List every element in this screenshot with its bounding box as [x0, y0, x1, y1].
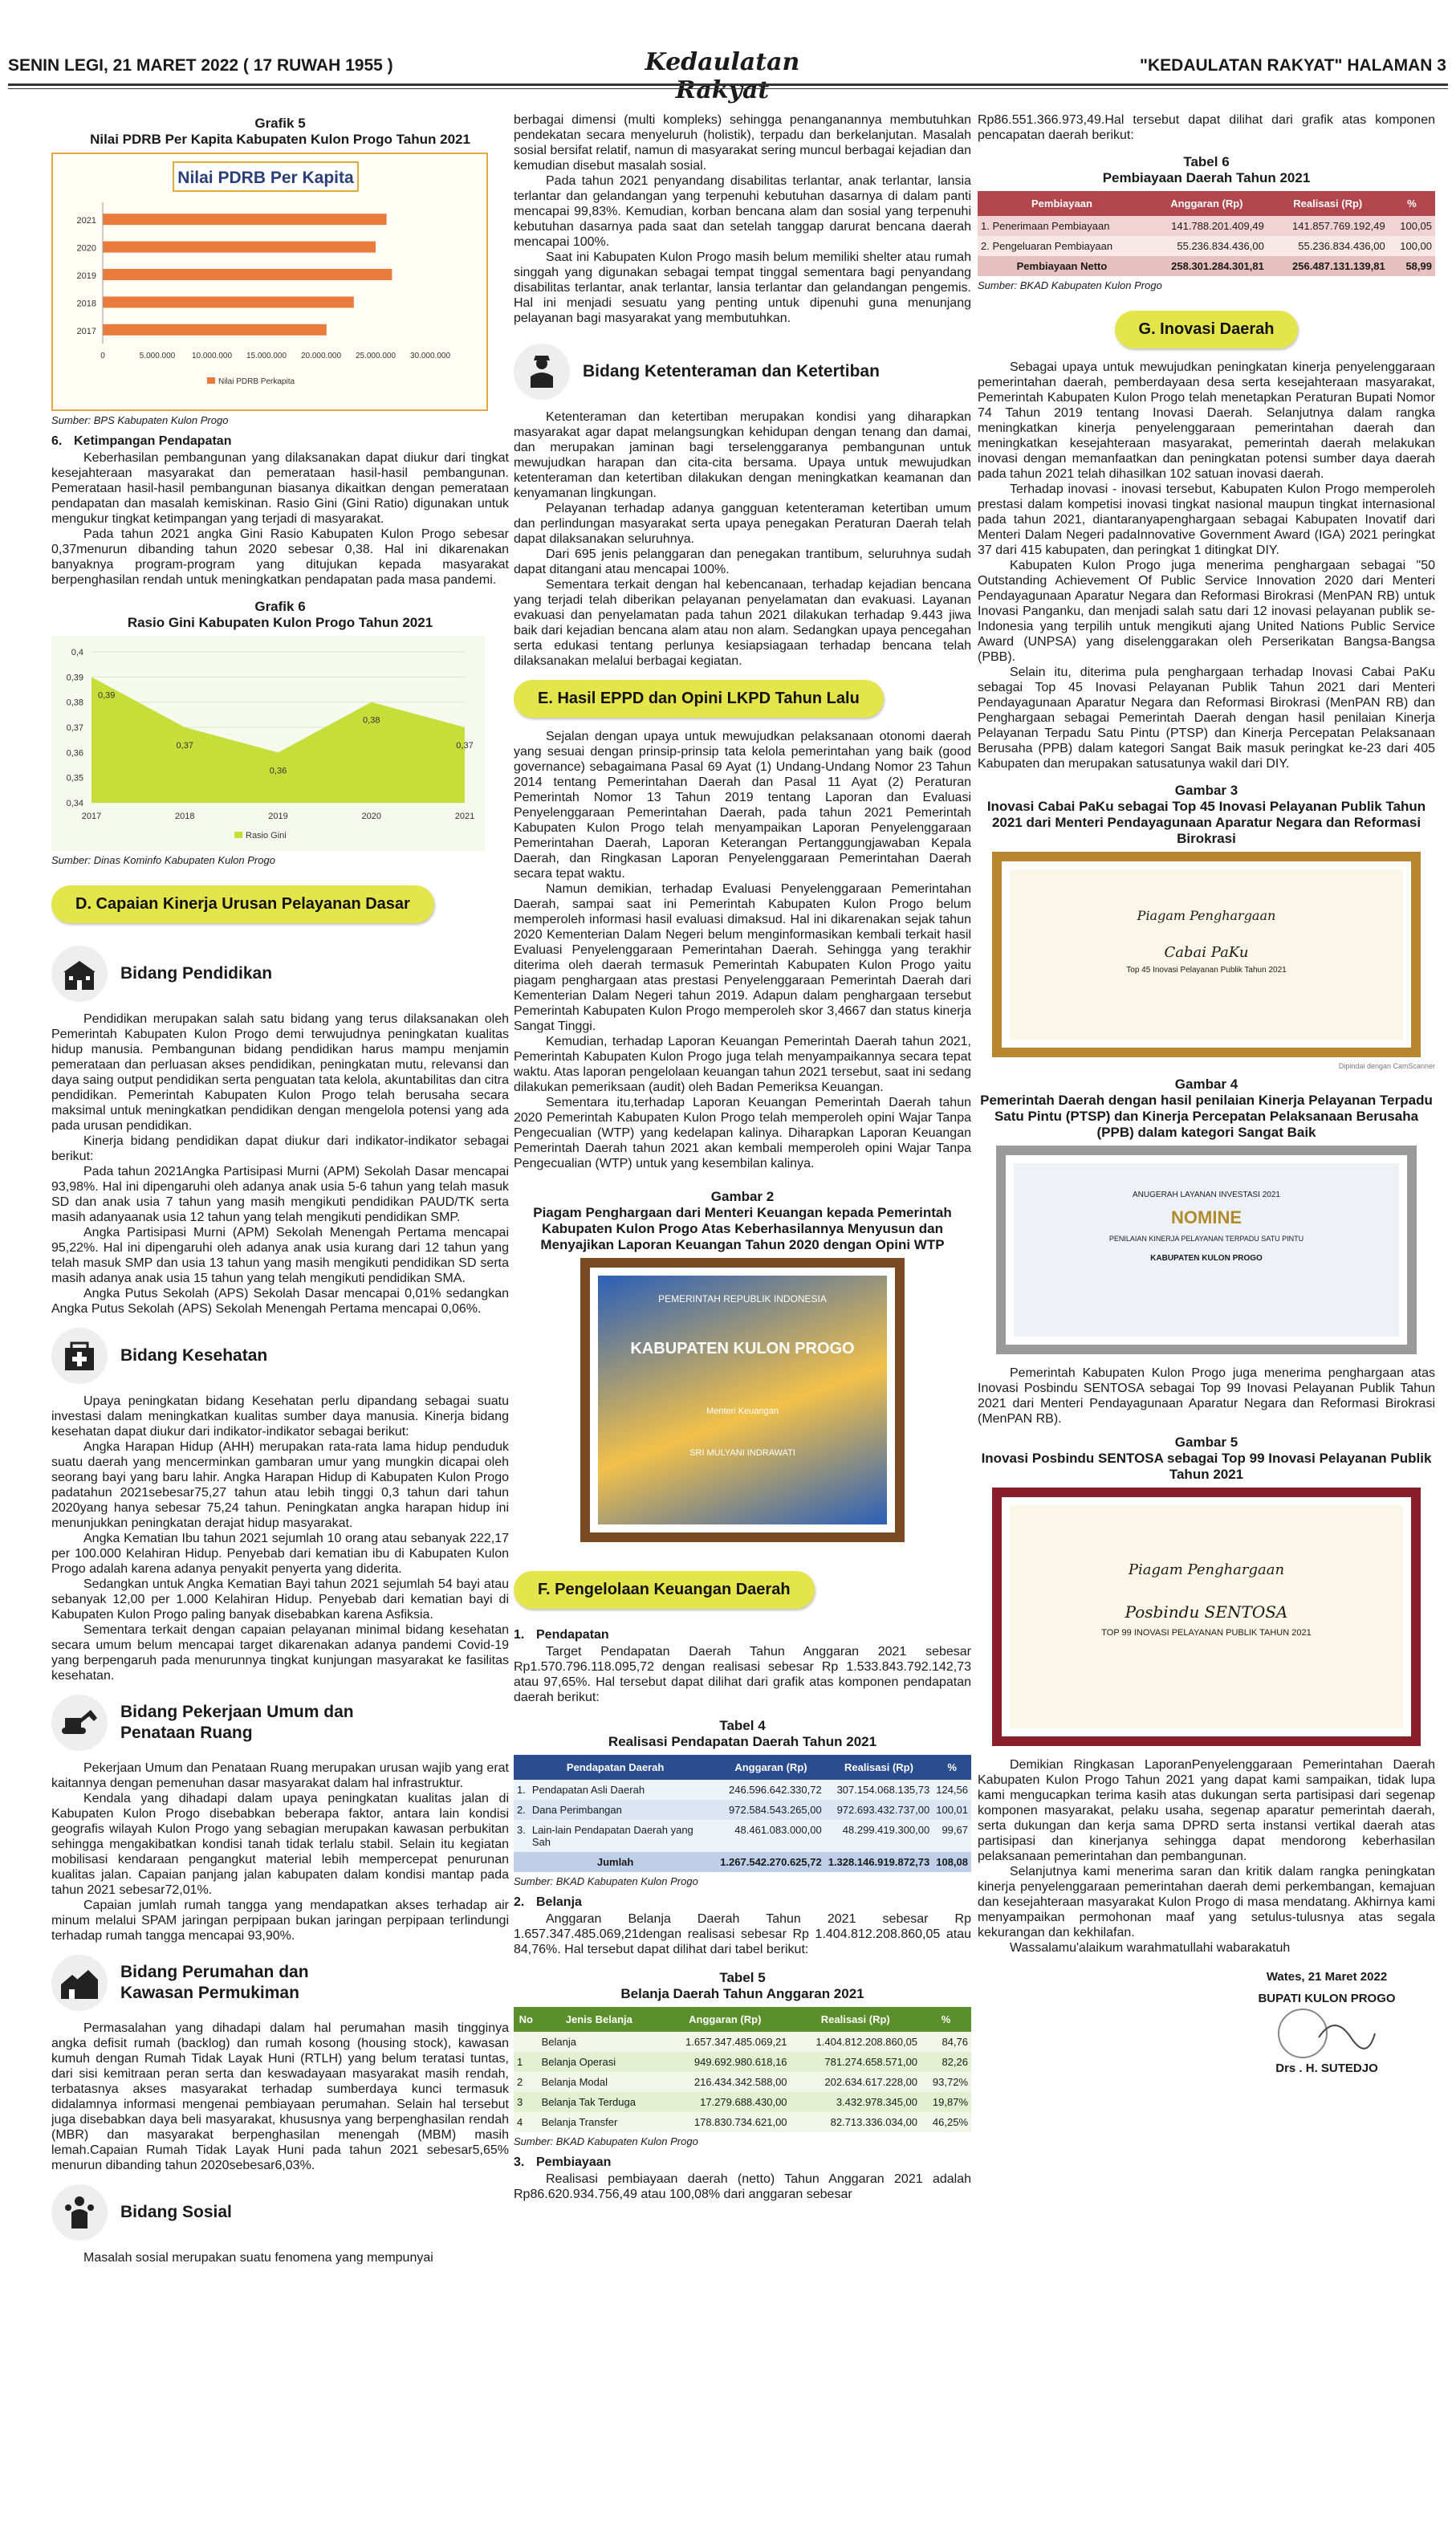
figure-gb3-label: Gambar 3	[1174, 783, 1238, 798]
table-6-label: Tabel 6	[1183, 154, 1230, 169]
header-rule	[8, 83, 1448, 86]
f2-number: 2.	[514, 1895, 525, 1909]
table-header-cell: Anggaran (Rp)	[717, 1755, 825, 1780]
table-cell: 3.	[514, 1820, 529, 1852]
table-cell: 246.596.642.330,72	[717, 1780, 825, 1800]
paragraph: Sementara itu,terhadap Laporan Keuangan Pemerintah Daerah tahun 2020 Pemerintah Kabupaten Kulon Progo telah memperoleh opini Wajar Tanpa Pengecualian (WTP) yang kedelapan kalinya. Diharapkan Laporan Keuangan Pemerintah Daerah tahun 2021 akan kembali memperoleh opini Wajar Tanpa Pengecualian (WTP) untuk yang kesembilan kalinya.	[514, 1096, 971, 1170]
paragraph: Kabupaten Kulon Progo juga menerima penghargaan sebagai "50 Outstanding Achievement Of Public Service Innovation 2020 dari Menteri Pendayagunaan Aparatur Negara dan Reformasi Birokrasi (MenPAN RB) untuk Inovasi Panganku, dan menjadi salah satu dari 12 inovasi pelayanan publik se-Indonesia yang terpilih untuk mengikuti ajang United Nations Public Service Award (UNPSA) yang diselenggarakan oleh Perserikatan Bangsa-Bangsa (PBB).	[978, 559, 1435, 664]
table-cell: 3.432.978.345,00	[791, 2092, 921, 2112]
table-cell: 46,25%	[921, 2112, 971, 2132]
table-5-source: Sumber: BKAD Kabupaten Kulon Progo	[514, 2135, 698, 2147]
table-cell: 1.657.347.485.069,21	[660, 2032, 791, 2052]
gini-chart	[51, 636, 485, 851]
table-header-cell: Realisasi (Rp)	[1267, 191, 1389, 216]
table-header-cell: No	[514, 2007, 539, 2032]
section-d-heading: D. Capaian Kinerja Urusan Pelayanan Dasar	[51, 885, 434, 923]
figure-gb2-caption	[514, 1189, 971, 1253]
table-total-row	[978, 256, 1435, 276]
figure-6-source: Sumber: Dinas Kominfo Kabupaten Kulon Progo	[51, 854, 275, 866]
data-label: 0,36	[269, 766, 287, 776]
paragraph: Sebagai upaya untuk mewujudkan peningkatan kinerja penyelenggaraan pemerintahan daerah, pemberdayaan desa serta kesejahteraan masyarakat, Pemerintah Kabupaten Kulon Progo telah menetapkan Peraturan Bupati Nomor 74 Tahun 2019 tentang Inovasi Daerah. Selanjutnya dalam rangka meningkatkan kinerja penyelenggaraan pemerintahan daerah dan meningkatkan kesejahteraan masyarakat, pemerintah daerah melakukan inovasi dengan memanfaatkan dan peningkatan potensi sumber daya daerah pada tahun 2021 telah dihasilkan 102 satuan inovasi daerah.	[978, 360, 1435, 481]
table-cell: Belanja	[539, 2032, 660, 2052]
table-cell: 17.279.688.430,00	[660, 2092, 791, 2112]
f1-title: Pendapatan	[536, 1628, 609, 1642]
table-cell: Lain-lain Pendapatan Daerah yang Sah	[529, 1820, 717, 1852]
award-cabai-recipient: Cabai PaKu	[1164, 944, 1249, 961]
table-header-cell: Realisasi (Rp)	[791, 2007, 921, 2032]
table-cell: 82.713.336.034,00	[791, 2112, 921, 2132]
award-wtp-signer-name: SRI MULYANI INDRAWATI	[689, 1448, 795, 1458]
paragraph: Target Pendapatan Daerah Tahun Anggaran 2021 sebesar Rp1.570.796.118.095,72 dengan realisasi sebesar Rp 1.533.843.792.142,73 atau 97,65%. Hal tersebut dapat dilihat dari grafik atas komponen pendapatan daerah berikut:	[514, 1645, 971, 1704]
table-header-cell: Anggaran (Rp)	[660, 2007, 791, 2032]
figure-gb2-label: Gambar 2	[710, 1189, 775, 1204]
paragraph: Pada tahun 2021 angka Gini Rasio Kabupaten Kulon Progo sebesar 0,37menurun dibanding tahun 2020 sebesar 0,38. Hal ini dikarenakan banyaknya program-program yang ditujukan kepada masyarakat berpenghasilan rendah untuk meningkatkan pendapatan pada masa pandemi.	[51, 527, 509, 587]
table-row	[514, 2092, 971, 2112]
bidang-tentram-title: Bidang Ketenteraman dan Ketertiban	[583, 362, 880, 381]
award-cabai-title: Piagam Penghargaan	[1137, 908, 1276, 923]
gini-chart-svg	[51, 636, 485, 851]
bidang-kesehatan-heading	[51, 1328, 509, 1384]
section-f-heading: F. Pengelolaan Keuangan Daerah	[514, 1571, 815, 1609]
bidang-sosial-heading	[51, 2184, 509, 2241]
paragraph: Kemudian, terhadap Laporan Keuangan Pemerintah Daerah tahun 2021, Pemerintah Kabupaten Kulon Progo juga telah menyampaikannya secara tepat waktu. Atas laporan pengelolaan keuangan tahun 2021 tersebut, saat ini sedang dilakukan pemeriksaan (audit) oleh Badan Pemeriksa Keuangan.	[514, 1035, 971, 1094]
award-wtp-image	[580, 1258, 905, 1542]
paragraph: Realisasi pembiayaan daerah (netto) Tahun Anggaran 2021 adalah Rp86.620.934.756,49 atau 100,08% dari anggaran sebesar	[514, 2172, 971, 2201]
bidang-pu-title-line-1: Bidang Pekerjaan Umum dan	[120, 1703, 354, 1721]
table-cell: 93,72%	[921, 2072, 971, 2092]
paragraph: Keberhasilan pembangunan yang dilaksanakan dapat diukur dari tingkat kesejahteraan masyarakat dan pemerataan hasil-hasil pembangunan. Pemerataan hasil-hasil pembangunan biasanya dikaitkan dengan pemerataan pendapatan dan masalah kemiskinan. Rasio Gini (Gini Ratio) digunakan untuk mengukur tingkat ketimpangan yang terjadi di masyarakat.	[51, 451, 509, 526]
table-pembiayaan	[978, 191, 1435, 276]
paragraph: Sejalan dengan upaya untuk mewujudkan pelaksanaan otonomi daerah yang sesuai dengan prinsip-prinsip tata kelola pemerintahan yang baik (good governance) sebagaimana Pasal 69 Ayat (1) Undang-Undang Nomor 23 Tahun 2014 tentang Pemerintahan Daerah dan Pasal 11 Ayat (2) Peraturan Pemerintah Nomor 13 Tahun 2019 tentang Laporan dan Evaluasi Penyelenggaraan Pemerintahan Daerah, pada tahun 2021 Pemerintah Kabupaten Kulon Progo telah menyampaikan Laporan Penyelenggaraan Pemerintahan Daerah, Laporan Keterangan Pertanggungjawaban Kepala Daerah, dan Ringkasan Laporan Penyelenggaraan Pemerintahan Daerah secara tepat waktu.	[514, 730, 971, 881]
table-cell: 258.301.284.301,81	[1146, 256, 1267, 276]
x-tick-label: 2018	[175, 812, 195, 821]
paragraph: Permasalahan yang dihadapi dalam hal perumahan masih tingginya angka defisit rumah (backlog) dan rumah kosong (housing stock), kawasan kumuh dengan Rumah Tidak Layak Huni (RTLH) yang belum teratasi tuntas, dari sisi kemitraan peran serta dan keswadayaan masyarakat masih rendah, terbatasnya akses masyarakat terhadap sumberdaya kunci termasuk didalamnya informasi mengenai pembiayaan perumahan. Selain hal tersebut juga disebabkan daya beli masyarakat, khususnya yang berpenghasilan rendah (MBR) dan masyarakat berpenghasilan menengah (MBM) masih lemah.Capaian Rumah Tidak Layak Huni pada tahun 2021 sebesar5,65% menurun dibanding tahun 2020sebesar6,03%.	[51, 2021, 509, 2172]
header-rule-thin	[8, 88, 1448, 89]
award-cabai-paku-certificate	[1010, 869, 1403, 1040]
table-row	[514, 1800, 971, 1820]
signature-place-date: Wates, 21 Maret 2022	[1266, 1970, 1388, 1984]
table-cell: 58,99	[1389, 256, 1435, 276]
people-icon	[51, 2184, 108, 2241]
bidang-sosial-title: Bidang Sosial	[120, 2203, 232, 2221]
figure-gb4-caption	[978, 1077, 1435, 1141]
table-cell: Belanja Modal	[539, 2072, 660, 2092]
signature-block	[1218, 1970, 1435, 2075]
y-tick-label: 2018	[76, 299, 96, 309]
paragraph: Upaya peningkatan bidang Kesehatan perlu dipandang sebagai suatu investasi dalam meningkatkan kualitas sumber daya manusia. Kinerja bidang kesehatan dapat diukur dari indikator-indikator sebagai berikut:	[51, 1394, 509, 1439]
paragraph: Pada tahun 2021 penyandang disabilitas terlantar, anak terlantar, lansia terlantar dan gelandangan yang terpenuhi kebutuhan dasarnya di dalam panti mencapai 99,83%. Kemudian, korban bencana alam dan sosial yang terpenuhi kebutuhan dasarnya pada saat dan setelah tanggap darurat bencana daerah mencapai 100%.	[514, 174, 971, 249]
table-row	[514, 2072, 971, 2092]
award-posbindu-subtitle: TOP 99 INOVASI PELAYANAN PUBLIK TAHUN 2021	[1101, 1628, 1312, 1638]
paragraph: Kendala yang dihadapi dalam upaya peningkatan kualitas jalan di Kabupaten Kulon Progo disebabkan beberapa faktor, antara lain kondisi geografis wilayah Kulon Progo yang sebagian merupakan kawasan perbukitan sehingga mengakibatkan kondisi tanah tidak terlalu stabil. Selain itu kegiatan mobilisasi kendaraan pengangkut material lebih mempercepat penurunan kualitas jalan. Capaian panjang jalan kabupaten dalam kondisi mantap pada tahun 2021 sebesar72,01%.	[51, 1792, 509, 1897]
y-tick-label: 0,39	[66, 673, 83, 683]
table-cell: 3	[514, 2092, 539, 2112]
table-cell: 124,56	[933, 1780, 971, 1800]
paragraph: Anggaran Belanja Daerah Tahun 2021 sebesar Rp 1.657.347.485.069,21dengan realisasi sebesar Rp 1.404.812.208.860,05 atau 84,76%. Hal tersebut dapat dilihat dari tabel berikut:	[514, 1912, 971, 1956]
paragraph: Sementara terkait dengan capaian pelayanan minimal bidang kesehatan secara umum belum mencapai target dikarenakan adanya pandemi Covid-19 yang berpengaruh pada menurunnya tingkat kunjungan masyarakat ke fasilitas kesehatan.	[51, 1623, 509, 1683]
figure-6-subtitle: Rasio Gini Kabupaten Kulon Progo Tahun 2021	[127, 615, 433, 630]
table-4-caption	[514, 1718, 971, 1750]
award-posbindu-image	[992, 1488, 1421, 1746]
figure-gb3-subtitle: Inovasi Cabai PaKu sebagai Top 45 Inovasi Pelayanan Publik Tahun 2021 dari Menteri Pendayagunaan Aparatur Negara dan Reformasi Birokrasi	[986, 799, 1426, 846]
table-cell: 972.693.432.737,00	[825, 1800, 933, 1820]
bidang-perumahan-heading	[51, 1955, 509, 2011]
table-cell: Belanja Transfer	[539, 2112, 660, 2132]
table-cell: 1.328.146.919.872,73	[825, 1852, 933, 1872]
award-wtp-heading: PEMERINTAH REPUBLIK INDONESIA	[658, 1293, 827, 1305]
x-tick-label: 2020	[361, 812, 381, 821]
figure-gb5-caption	[978, 1435, 1435, 1483]
school-icon	[51, 946, 108, 1002]
table-cell: 256.487.131.139,81	[1267, 256, 1389, 276]
legend-swatch	[207, 377, 215, 384]
table-cell: 48.461.083.000,00	[717, 1820, 825, 1852]
data-label: 0,37	[176, 741, 193, 751]
table-cell: 48.299.419.300,00	[825, 1820, 933, 1852]
x-tick-label: 2017	[81, 812, 102, 821]
y-tick-label: 0,34	[66, 799, 83, 808]
bidang-pu-title	[120, 1702, 354, 1744]
table-header-cell: %	[1389, 191, 1435, 216]
pdrb-chart	[51, 153, 488, 411]
table-cell: 55.236.834.436,00	[1267, 236, 1389, 256]
table-header-cell: Jenis Belanja	[539, 2007, 660, 2032]
x-tick-label: 25.000.000	[355, 352, 397, 360]
table-row	[978, 236, 1435, 256]
bidang-pu-heading	[51, 1695, 509, 1751]
award-ptsp-nomine: NOMINE	[1171, 1207, 1242, 1227]
paragraph: Selanjutnya kami menerima saran dan kritik dalam rangka peningkatan kinerja penyelenggaraan pemerintahan daerah demi perkembangan, kemajuan dan kesejahteraan masyarakat Kulon Progo di masa mendatang. Akhirnya kami menyampaikan permohonan maaf yang setulus-tulusnya atas segala kekurangan dan kekhilafan.	[978, 1865, 1435, 1939]
table-cell: Pendapatan Asli Daerah	[529, 1780, 717, 1800]
award-ptsp-category: PENILAIAN KINERJA PELAYANAN TERPADU SATU PINTU	[1108, 1235, 1304, 1243]
houses-icon	[51, 1955, 108, 2011]
bar	[103, 214, 387, 225]
f3-title: Pembiayaan	[536, 2155, 612, 2169]
table-cell: 202.634.617.228,00	[791, 2072, 921, 2092]
figure-5-caption	[51, 116, 509, 148]
y-tick-label: 2020	[76, 243, 96, 254]
table-cell: 100,01	[933, 1800, 971, 1820]
table-cell: 1.404.812.208.860,05	[791, 2032, 921, 2052]
section-6-title: Ketimpangan Pendapatan	[74, 434, 232, 448]
award-wtp-certificate	[598, 1276, 887, 1524]
x-tick-label: 5.000.000	[139, 352, 176, 360]
x-tick-label: 15.000.000	[246, 352, 287, 360]
paragraph: Pekerjaan Umum dan Penataan Ruang merupakan urusan wajib yang erat kaitannya dengan pemenuhan dasar masyarakat dalam hal infrastruktur.	[51, 1761, 509, 1790]
f3-heading	[514, 2155, 971, 2170]
award-cabai-subtitle: Top 45 Inovasi Pelayanan Publik Tahun 2021	[1126, 966, 1287, 975]
x-tick-label: 20.000.000	[300, 352, 342, 360]
section-g-wrap	[978, 299, 1435, 360]
issue-date: SENIN LEGI, 21 MARET 2022 ( 17 RUWAH 1955 )	[8, 56, 393, 75]
table-cell: 100,00	[1389, 236, 1435, 256]
table-5-label: Tabel 5	[719, 1970, 766, 1985]
paragraph: Wassalamu'alaikum warahmatullahi wabarakatuh	[1010, 1941, 1291, 1955]
paragraph: Pelayanan terhadap adanya gangguan ketenteraman ketertiban umum dan perlindungan masyarakat serta upaya penegakan Peraturan Daerah telah dapat dilaksanakan seluruhnya.	[514, 502, 971, 546]
award-wtp-signer-title: Menteri Keuangan	[706, 1406, 779, 1416]
table-5-caption	[514, 1970, 971, 2002]
table-header-cell: Pendapatan Daerah	[514, 1755, 717, 1780]
figure-6-label: Grafik 6	[254, 599, 306, 614]
award-posbindu-recipient: Posbindu SENTOSA	[1125, 1602, 1288, 1622]
paragraph: Namun demikian, terhadap Evaluasi Penyelenggaraan Pemerintahan Daerah, sampai saat ini Pemerintah Kabupaten Kulon Progo belum memperoleh informasi hasil evaluasi dimaksud. Hal ini dikarenakan sejak tahun 2020 Kementerian Dalam Negeri belum menginformasikan kembali terkait hasil Evaluasi Penyelenggaraan Pemerintahan Daerah. Sehingga yang terakhir diterima oleh daerah termasuk Pemerintah Kabupaten Kulon Progo yaitu piagam penghargaan atas prestasi Penyelenggaraan Pemerintah Daerah dari Kementerian Dalam Negeri tahun 2019. Adapun dalam penghargaan tersebut Pemerintah Kabupaten Kulon Progo memperoleh skor 3,4667 dan status kinerja Sangat Tinggi.	[514, 882, 971, 1033]
paragraph: Kinerja bidang pendidikan dapat diukur dari indikator-indikator sebagai berikut:	[51, 1134, 509, 1163]
table-4-label: Tabel 4	[719, 1718, 766, 1733]
bar	[103, 324, 327, 336]
table-cell: 307.154.068.135,73	[825, 1780, 933, 1800]
chart-title: Nilai PDRB Per Kapita	[177, 169, 354, 187]
section-6-number: 6.	[51, 434, 63, 448]
table-cell: 781.274.658.571,00	[791, 2052, 921, 2072]
y-tick-label: 0,36	[66, 748, 83, 759]
paragraph: Pendidikan merupakan salah satu bidang yang terus dilaksanakan oleh Pemerintah Kabupaten Kulon Progo demi terwujudnya peningkatan kualitas hidup manusia. Pembangunan bidang pendidikan harus mampu menjamin pemerataan dan perluasan akses pendidikan, peningkatan mutu, relevansi dan daya saing output pendidikan serta penguatan tata kelola, akuntabilitas dan citra pendidikan. Pemerintah Kabupaten Kulon Progo telah berusaha secara maksimal untuk meningkatkan pendidikan dengan mengelola potensi yang ada pada urusan pendidikan.	[51, 1012, 509, 1133]
figure-gb2-subtitle: Piagam Penghargaan dari Menteri Keuangan kepada Pemerintah Kabupaten Kulon Progo Atas Keberhasilannya Menyusun dan Menyajikan Laporan Keuangan Tahun 2020 dengan Opini WTP	[533, 1205, 952, 1252]
bidang-tentram-heading	[514, 344, 971, 400]
figure-5-label: Grafik 5	[254, 116, 306, 131]
data-label: 0,37	[456, 741, 474, 751]
legend-label: Nilai PDRB Perkapita	[218, 377, 295, 386]
x-tick-label: 30.000.000	[409, 352, 451, 360]
table-cell: 141.788.201.409,49	[1146, 216, 1267, 236]
table-cell	[514, 2032, 539, 2052]
legend-swatch	[234, 832, 242, 838]
x-tick-label: 2021	[454, 812, 475, 821]
police-icon	[514, 344, 570, 400]
figure-5-source: Sumber: BPS Kabupaten Kulon Progo	[51, 414, 229, 426]
table-6-subtitle: Pembiayaan Daerah Tahun 2021	[1102, 170, 1311, 185]
paragraph: berbagai dimensi (multi kompleks) sehingga penanganannya membutuhkan pendekatan secara menyeluruh (holistik), terpadu dan berkelanjutan. Masalah sosial bersifat relatif, namun di masyarakat sering muncul berbagai kejadian dan kemudian disebut masalah sosial.	[514, 113, 971, 173]
table-cell: 19,87%	[921, 2092, 971, 2112]
table-row	[514, 1820, 971, 1852]
table-cell: Dana Perimbangan	[529, 1800, 717, 1820]
table-cell: 55.236.834.436,00	[1146, 236, 1267, 256]
x-tick-label: 0	[100, 352, 105, 360]
paragraph: Rp86.551.366.973,49.Hal tersebut dapat dilihat dari grafik atas komponen pencapatan daerah berikut:	[978, 113, 1435, 142]
bidang-perumahan-title-line-1: Bidang Perumahan dan	[120, 1963, 309, 1981]
health-icon	[51, 1328, 108, 1384]
paragraph: Dari 695 jenis pelanggaran dan penegakan trantibum, seluruhnya sudah dapat ditangani atau mencapai 100%.	[514, 547, 971, 576]
page-header	[0, 0, 1456, 104]
figure-5-subtitle: Nilai PDRB Per Kapita Kabupaten Kulon Progo Tahun 2021	[90, 132, 470, 147]
figure-6-caption	[51, 599, 509, 631]
paragraph: Terhadap inovasi - inovasi tersebut, Kabupaten Kulon Progo memperoleh prestasi dalam kompetisi inovasi tingkat nasional maupun tingkat internasional pada tahun 2021, diantaranyapenghargaan sebagai Kabupaten Inovatif dari Menteri Dalam Negeri padaInnovative Government Award (IGA) 2021 peringkat 37 dari 415 kabupaten, dan peringkat 1 ditingkat DIY.	[978, 482, 1435, 557]
table-cell: 4	[514, 2112, 539, 2132]
table-cell: 972.584.543.265,00	[717, 1800, 825, 1820]
table-cell: 1	[514, 2052, 539, 2072]
y-tick-label: 0,35	[66, 773, 83, 784]
paragraph: Saat ini Kabupaten Kulon Progo masih belum memiliki shelter atau rumah singgah yang digunakan sebagai tempat tinggal sementara bagi penyandang disabilitas terlantar, anak terlantar, lansia terlantar dan gelandangan pengemis. Hal ini menjadi sesuatu yang penting untuk dipenuhi guna menunjang pelayanan bagi masyarakat yang membutuhkan.	[514, 250, 971, 325]
table-cell: 216.434.342.588,00	[660, 2072, 791, 2092]
figure-gb3-caption	[978, 783, 1435, 847]
y-tick-label: 0,38	[66, 698, 83, 708]
data-label: 0,38	[363, 715, 380, 726]
paragraph: Angka Harapan Hidup (AHH) merupakan rata-rata lama hidup penduduk suatu daerah yang mencerminkan gambaran umur yang mungkin dicapai oleh seorang bayi yang baru lahir. Angka Harapan Hidup di Kabupaten Kulon Progo padatahun 2021sebesar75,27 tahun atau lebih tinggi 0,3 tahun dari tahun 2020yang hanya sebesar 75,24 tahun. Peningkatan angka harapan hidup ini menunjukkan peningkatan derajat hidup masyarakat.	[51, 1440, 509, 1530]
bidang-perumahan-title-line-2: Kawasan Permukiman	[120, 1984, 299, 2002]
table-row	[514, 2032, 971, 2052]
table-pendapatan	[514, 1755, 971, 1872]
table-row	[978, 216, 1435, 236]
y-tick-label: 0,4	[71, 648, 83, 657]
bidang-pendidikan-heading	[51, 946, 509, 1002]
data-label: 0,39	[98, 690, 116, 701]
signature-name: Drs . H. SUTEDJO	[1275, 2062, 1378, 2075]
column-1	[51, 112, 509, 2537]
camscanner-note: Dipindai dengan CamScanner	[1338, 1062, 1435, 1070]
column-3	[978, 112, 1435, 2537]
bidang-pendidikan-title: Bidang Pendidikan	[120, 964, 273, 983]
paragraph: Masalah sosial merupakan suatu fenomena yang mempunyai	[83, 2251, 433, 2265]
award-ptsp-certificate	[1014, 1163, 1399, 1337]
bidang-pu-title-line-2: Penataan Ruang	[120, 1724, 253, 1742]
table-header-cell: %	[921, 2007, 971, 2032]
award-cabai-paku-image	[992, 852, 1421, 1057]
y-tick-label: 2021	[76, 216, 96, 226]
table-cell: Belanja Operasi	[539, 2052, 660, 2072]
table-total-row	[514, 1852, 971, 1872]
table-header-cell: Realisasi (Rp)	[825, 1755, 933, 1780]
paragraph: Angka Putus Sekolah (APS) Sekolah Dasar mencapai 0,01% sedangkan Angka Putus Sekolah (APS) Sekolah Menengah Pertama mencapai 0,06%.	[51, 1287, 509, 1316]
paragraph: Sementara terkait dengan hal kebencanaan, terhadap kejadian bencana yang terjadi telah diberikan pelayanan penyelamatan dan evakuasi. Layanan evakuasi dan penyelamatan pada tahun 2021 dilakukan terhadap 9.443 jiwa baik dari kejadian bencana alam atau non alam. Sedangkan upaya pencegahan serta edukasi tentang perlunya kesiapsiagaan terhadap bencana telah dilaksanakan melalui berbagai kegiatan.	[514, 578, 971, 668]
official-stamp	[1218, 2005, 1435, 2062]
f2-title: Belanja	[536, 1895, 582, 1909]
paragraph: Angka Kematian Ibu tahun 2021 sejumlah 10 orang atau sebanyak 222,17 per 100.000 Kelahiran Hidup. Penyebab dari kematian ibu di Kabupaten Kulon Progo adalah karena adanya penyakit penyerta yang diderita.	[51, 1532, 509, 1576]
section-e-heading: E. Hasil EPPD dan Opini LKPD Tahun Lalu	[514, 680, 884, 718]
area-series	[92, 677, 465, 803]
pdrb-chart-svg	[53, 154, 486, 409]
table-5-subtitle: Belanja Daerah Tahun Anggaran 2021	[620, 1986, 864, 2001]
figure-gb4-subtitle: Pemerintah Daerah dengan hasil penilaian Kinerja Pelayanan Terpadu Satu Pintu (PTSP) dan Kinerja Percepatan Pelaksanaan Berusaha (PPB) dalam kategori Sangat Baik	[980, 1093, 1433, 1140]
y-tick-label: 2017	[76, 326, 96, 336]
figure-gb5-subtitle: Inovasi Posbindu SENTOSA sebagai Top 99 Inovasi Pelayanan Publik Tahun 2021	[981, 1451, 1432, 1482]
table-row	[514, 1780, 971, 1800]
f1-number: 1.	[514, 1628, 525, 1642]
bidang-kesehatan-title: Bidang Kesehatan	[120, 1346, 268, 1365]
table-cell: 141.857.769.192,49	[1267, 216, 1389, 236]
award-ptsp-heading: ANUGERAH LAYANAN INVESTASI 2021	[1133, 1191, 1280, 1199]
table-cell: Jumlah	[514, 1852, 717, 1872]
table-cell: 82,26	[921, 2052, 971, 2072]
award-ptsp-recipient: KABUPATEN KULON PROGO	[1150, 1254, 1263, 1263]
award-ptsp-image	[996, 1146, 1417, 1354]
y-tick-label: 2019	[76, 271, 96, 281]
table-cell: 2. Pengeluaran Pembiayaan	[978, 236, 1146, 256]
x-tick-label: 10.000.000	[191, 352, 233, 360]
f2-heading	[514, 1895, 971, 1910]
table-cell: 1.	[514, 1780, 529, 1800]
table-row	[514, 2112, 971, 2132]
table-cell: 1.267.542.270.625,72	[717, 1852, 825, 1872]
column-2	[514, 112, 971, 2537]
table-6-source: Sumber: BKAD Kabupaten Kulon Progo	[978, 279, 1162, 291]
bar	[103, 296, 354, 307]
table-header-cell: %	[933, 1755, 971, 1780]
bar	[103, 242, 376, 253]
paragraph: Pemerintah Kabupaten Kulon Progo juga menerima penghargaan atas Inovasi Posbindu SENTOSA sebagai Top 99 Inovasi Pelayanan Publik Tahun 2021 dari Menteri Pendayagunaan Aparatur Negara dan Reformasi Birokrasi (MenPAN RB).	[978, 1366, 1435, 1426]
x-tick-label: 2019	[268, 812, 288, 821]
paragraph: Sedangkan untuk Angka Kematian Bayi tahun 2021 sejumlah 54 bayi atau sebanyak 12,00 per 1.000 Kelahiran Hidup. Penyebab dari kematian bayi di Kabupaten Kulon Progo paling banyak disebabkan karena Asfiksia.	[51, 1577, 509, 1622]
table-cell: 2	[514, 2072, 539, 2092]
paragraph: Ketenteraman dan ketertiban merupakan kondisi yang diharapkan masyarakat agar dapat melangsungkan kehidupan dengan tenang dan damai, dan merupakan jaminan bagi terselenggaranya pembangunan untuk mewujudkan harapan dan cita-cita bersama. Upaya untuk mewujudkan ketenteraman dan ketertiban dilakukan dengan meningkatkan keamanan dan kenyamanan lingkungan.	[514, 410, 971, 500]
award-wtp-recipient: KABUPATEN KULON PROGO	[630, 1340, 855, 1357]
figure-gb4-label: Gambar 4	[1174, 1077, 1238, 1092]
award-posbindu-title: Piagam Penghargaan	[1128, 1561, 1285, 1578]
bidang-perumahan-title	[120, 1962, 309, 2004]
table-cell: 1. Penerimaan Pembiayaan	[978, 216, 1146, 236]
paragraph: Demikian Ringkasan LaporanPenyelenggaraan Pemerintahan Daerah Kabupaten Kulon Progo Tahun 2021 yang dapat kami sampaikan, tidak lupa kami mengucapkan terima kasih atas dukungan serta partisipasi dari segenap komponen masyarakat, pelaku usaha, segenap aparatur pemerintah daerah, serta dukungan dan kerja sama DPRD serta instansi vertikal daerah atas partisipasi dan kinerjanya sehingga dapat mendorong keberhasilan pelaksanaan pemerintahan dan pembangunan.	[978, 1758, 1435, 1863]
table-4-source: Sumber: BKAD Kabupaten Kulon Progo	[514, 1875, 698, 1887]
table-cell: Pembiayaan Netto	[978, 256, 1146, 276]
table-cell: 949.692.980.618,16	[660, 2052, 791, 2072]
section-6-heading	[51, 434, 509, 449]
table-cell: 178.830.734.621,00	[660, 2112, 791, 2132]
table-cell: 2.	[514, 1800, 529, 1820]
table-cell: 108,08	[933, 1852, 971, 1872]
legend-label: Rasio Gini	[246, 831, 287, 841]
table-6-caption	[978, 154, 1435, 186]
table-cell: Belanja Tak Terduga	[539, 2092, 660, 2112]
table-belanja	[514, 2007, 971, 2132]
paragraph: Angka Partisipasi Murni (APM) Sekolah Menengah Pertama mencapai 95,22%. Hal ini dipengaruhi oleh adanya anak usia kurang dari 12 tahun yang telah masuk SMP dan usia 13 tahun yang masih mengikuti pendidikan SD serta masih adanya anak usia 15 tahun yang telah mengikuti pendidikan SMA.	[51, 1226, 509, 1285]
section-g-heading: G. Inovasi Daerah	[1115, 311, 1299, 348]
table-cell: 99,67	[933, 1820, 971, 1852]
f1-heading	[514, 1628, 971, 1642]
table-cell: 84,76	[921, 2032, 971, 2052]
y-tick-label: 0,37	[66, 723, 83, 733]
figure-gb5-label: Gambar 5	[1174, 1435, 1238, 1450]
f3-number: 3.	[514, 2155, 525, 2169]
table-row	[514, 2052, 971, 2072]
page-label: "KEDAULATAN RAKYAT" HALAMAN 3	[1140, 56, 1446, 75]
signature-title: BUPATI KULON PROGO	[1258, 1992, 1396, 2005]
paragraph: Pada tahun 2021Angka Partisipasi Murni (APM) Sekolah Dasar mencapai 93,98%. Hal ini dipengaruhi oleh adanya anak usia 5-6 tahun yang telah masuk SD dan anak usia 7 tahun yang masih mengikuti pendidikan PAUD/TK serta masih adanyaanak usia 12 tahun yang telah mengikuti pendidikan SMP.	[51, 1165, 509, 1224]
bar	[103, 269, 392, 280]
table-header-cell: Anggaran (Rp)	[1146, 191, 1267, 216]
excavator-icon	[51, 1695, 108, 1751]
paragraph: Selain itu, diterima pula penghargaan terhadap Inovasi Cabai PaKu sebagai Top 45 Inovasi Pelayanan Publik Tahun 2021 dari Menteri Pendayagunaan Aparatur Negara dan Reformasi Birokrasi (MenPAN RB) dan Penghargaan sebagai Pemerintah Daerah dengan hasil penilaian Kinerja Pelayanan Terpadu Satu Pintu (PTSP) dan Kinerja Percepatan Pelaksanaan Berusaha (PPB) dalam kategori Sangat Baik masuk peringkat ke-23 dari 405 Kabupaten dan merupakan satusatunya wakil dari DIY.	[978, 665, 1435, 771]
award-posbindu-certificate	[1010, 1505, 1403, 1728]
masthead-logo: Kedaulatan Rakyat	[645, 48, 800, 104]
table-header-cell: Pembiayaan	[978, 191, 1146, 216]
paragraph: Capaian jumlah rumah tangga yang mendapatkan akses terhadap air minum melalui SPAM jaringan perpipaan bukan jaringan perpipaan terlindungi terhadap rumah tangga mencapai 93,90%.	[51, 1899, 509, 1943]
table-cell: 100,05	[1389, 216, 1435, 236]
table-4-subtitle: Realisasi Pendapatan Daerah Tahun 2021	[608, 1734, 877, 1749]
